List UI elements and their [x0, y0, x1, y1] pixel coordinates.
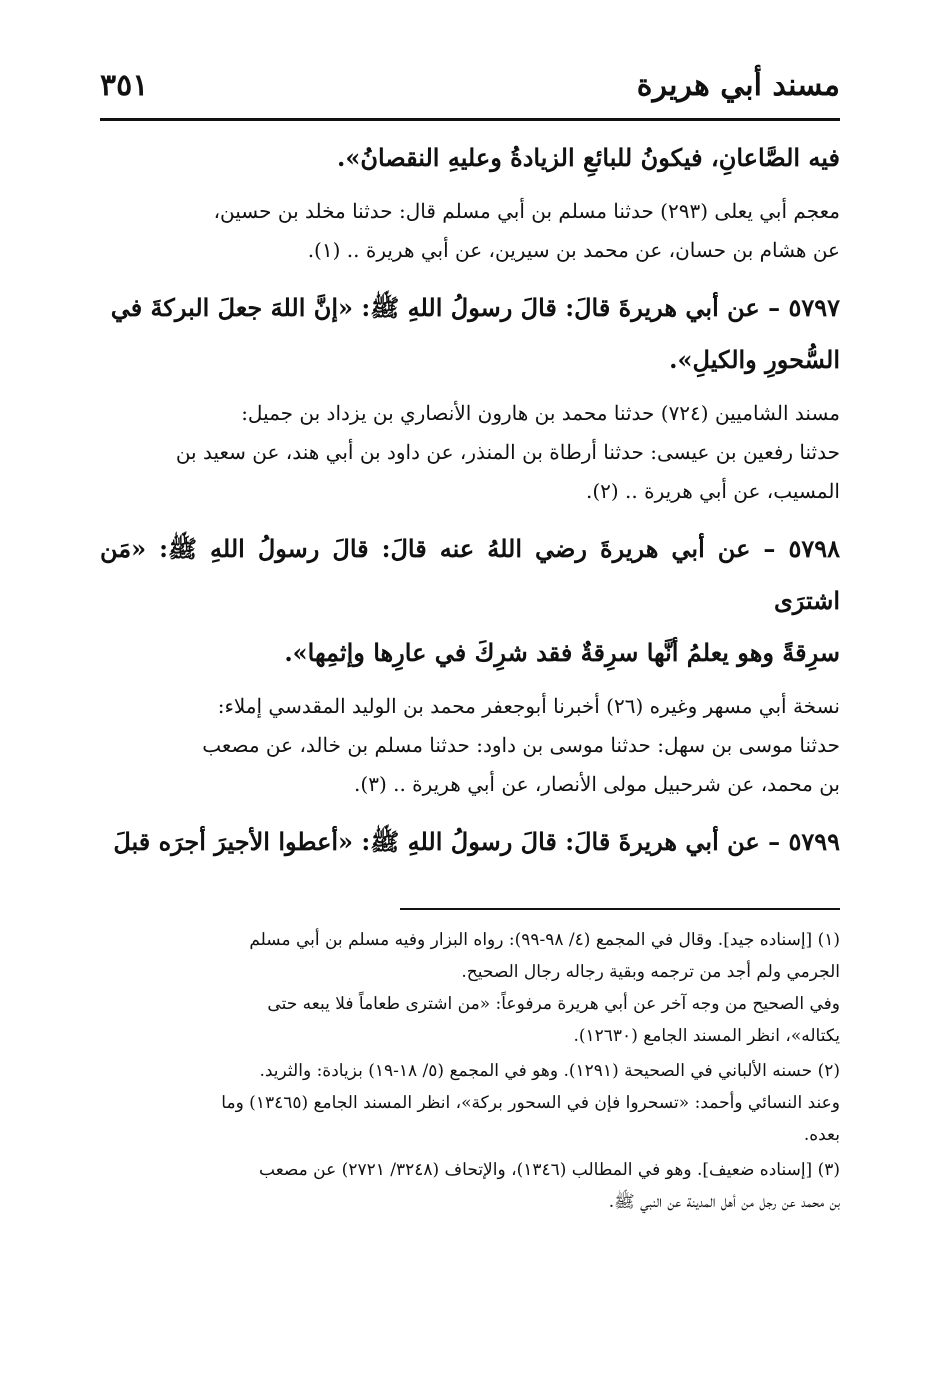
footnote-line: الجرمي ولم أجد من ترجمه وبقية رجاله رجال الصحيح. [461, 962, 840, 982]
source-line: معجم أبي يعلى (٢٩٣) حدثنا مسلم بن أبي مسلم قال: حدثنا مخلد بن حسين، [213, 199, 840, 223]
hadith-5798-line [100, 523, 840, 627]
page-header [100, 66, 840, 118]
main-text [100, 132, 840, 868]
footnote-line: بن محمد عن رجل من أهل المدينة عن النبي ﷺ. [608, 1192, 840, 1212]
footnote-line: (٣) [إسناده ضعيف]. وهو في المطالب (١٣٤٦)، والإتحاف (٣٢٤٨/ ٢٧٢١) عن مصعب [259, 1160, 840, 1180]
hadith-text: السُّحورِ والكيلِ». [669, 345, 840, 374]
hadith-text: – عن أبي هريرةَ قالَ: قالَ رسولُ اللهِ ﷺ: «إنَّ اللهَ جعلَ البركةَ في [110, 293, 781, 322]
hadith-text: – عن أبي هريرةَ رضي اللهُ عنه قالَ: قالَ رسولُ اللهِ ﷺ: «مَن اشترَى [100, 534, 840, 615]
hadith-number: ٥٧٩٩ [788, 827, 840, 856]
hadith-5799-line [100, 816, 840, 868]
footnote-line: (٢) حسنه الألباني في الصحيحة (١٢٩١). وهو في المجمع (٥/ ١٨-١٩) بزيادة: والثريد. [259, 1061, 840, 1081]
page-number: ٣٥١ [100, 68, 149, 103]
footnote-line: وفي الصحيح من وجه آخر عن أبي هريرة مرفوعاً: «من اشترى طعاماً فلا يبعه حتى [267, 994, 840, 1014]
hadith-continuation: فيه الصَّاعانِ، فيكونُ للبائعِ الزيادةُ وعليهِ النقصانُ». [337, 143, 840, 172]
source-line: عن هشام بن حسان، عن محمد بن سيرين، عن أبي هريرة .. (١). [307, 238, 840, 262]
source-line: المسيب، عن أبي هريرة .. (٢). [585, 479, 840, 503]
footnotes [100, 924, 840, 1218]
hadith-number: ٥٧٩٨ [788, 534, 841, 563]
source-line: بن محمد، عن شرحبيل مولى الأنصار، عن أبي هريرة .. (٣). [354, 772, 840, 796]
footnote-line: وعند النسائي وأحمد: «تسحروا فإن في السحور بركة»، انظر المسند الجامع (١٣٤٦٥) وما [221, 1093, 840, 1113]
source-line: حدثنا رفعين بن عيسى: حدثنا أرطاة بن المنذر، عن داود بن أبي هند، عن سعيد بن [175, 440, 840, 464]
footnote-line: يكتاله»، انظر المسند الجامع (١٢٦٣٠). [573, 1026, 840, 1046]
running-title: مسند أبي هريرة [636, 68, 840, 103]
header-rule [100, 118, 840, 121]
hadith-text: سرِقةً وهو يعلمُ أنَّها سرِقةٌ فقد شرِكَ في عارِها وإثمِها». [284, 638, 840, 667]
footnote-line: بعده. [803, 1125, 840, 1145]
hadith-5797-line [100, 282, 840, 334]
source-line: نسخة أبي مسهر وغيره (٢٦) أخبرنا أبوجعفر محمد بن الوليد المقدسي إملاء: [217, 694, 840, 718]
hadith-number: ٥٧٩٧ [788, 293, 840, 322]
source-line: حدثنا موسى بن سهل: حدثنا موسى بن داود: حدثنا مسلم بن خالد، عن مصعب [202, 733, 840, 757]
footnote-line: (١) [إسناده جيد]. وقال في المجمع (٤/ ٩٨-٩٩): رواه البزار وفيه مسلم بن أبي مسلم [249, 930, 840, 950]
source-line: مسند الشاميين (٧٢٤) حدثنا محمد بن هارون الأنصاري بن يزداد بن جميل: [241, 401, 840, 425]
hadith-text: – عن أبي هريرةَ قالَ: قالَ رسولُ اللهِ ﷺ: «أعطوا الأجيرَ أجرَه قبلَ [113, 827, 781, 856]
footnote-rule [400, 908, 840, 910]
